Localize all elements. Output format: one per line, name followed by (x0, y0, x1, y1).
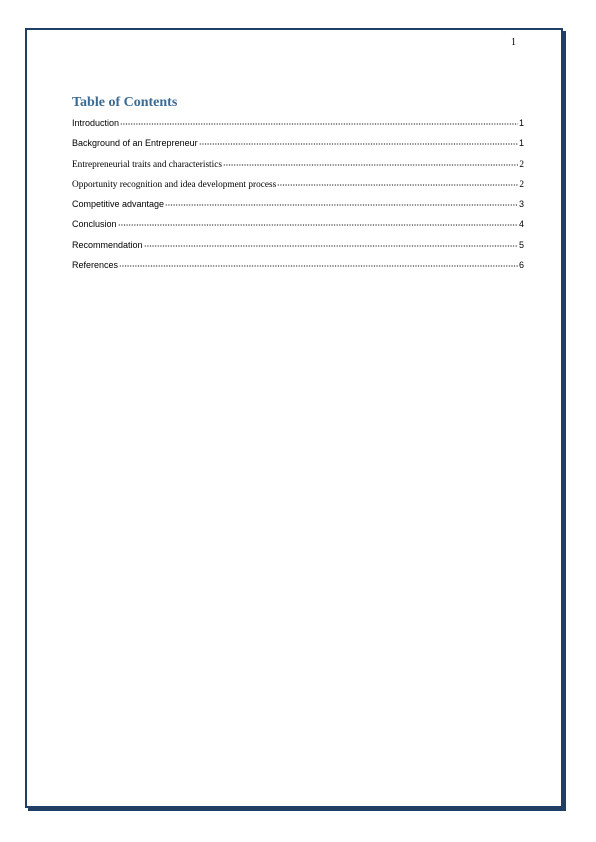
toc-entry-page: 5 (518, 239, 524, 250)
toc-entry-title: Competitive advantage (72, 199, 165, 210)
toc-entry-page: 3 (518, 199, 524, 210)
toc-entry-traits[interactable] (72, 157, 524, 177)
toc-entry-title: Opportunity recognition and idea development process (72, 179, 277, 190)
toc-entry-title: References (72, 260, 119, 271)
toc-leader-dots (277, 176, 518, 186)
toc-leader-dots (165, 196, 518, 206)
toc-entry-title: Recommendation (72, 239, 143, 250)
toc-entry-page: 1 (518, 138, 524, 149)
toc-heading: Table of Contents (72, 95, 178, 110)
toc-entry-title: Conclusion (72, 219, 117, 230)
toc-entry-page: 1 (518, 118, 524, 128)
toc-leader-dots (120, 115, 518, 125)
toc-leader-dots (199, 135, 518, 145)
toc-leader-dots (118, 216, 518, 226)
toc-entry-page: 2 (519, 159, 524, 170)
toc-entry-competitive-advantage[interactable] (72, 197, 524, 217)
toc-entry-title: Entrepreneurial traits and characteristics (72, 159, 222, 170)
toc-entry-opportunity[interactable] (72, 177, 524, 197)
toc-entry-page: 6 (518, 260, 524, 271)
toc-entry-page: 2 (519, 179, 524, 190)
toc-entry-background[interactable] (72, 136, 524, 156)
toc-leader-dots (119, 257, 518, 267)
table-of-contents (72, 116, 524, 278)
toc-entry-recommendation[interactable] (72, 238, 524, 258)
toc-entry-title: Background of an Entrepreneur (72, 138, 198, 149)
toc-entry-references[interactable] (72, 258, 524, 278)
page-number: 1 (511, 37, 516, 48)
toc-entry-page: 4 (518, 219, 524, 230)
toc-leader-dots (144, 237, 518, 247)
toc-entry-conclusion[interactable] (72, 217, 524, 237)
toc-leader-dots (223, 156, 518, 166)
toc-entry-title: Introduction (72, 118, 120, 128)
toc-entry-introduction[interactable] (72, 116, 524, 136)
